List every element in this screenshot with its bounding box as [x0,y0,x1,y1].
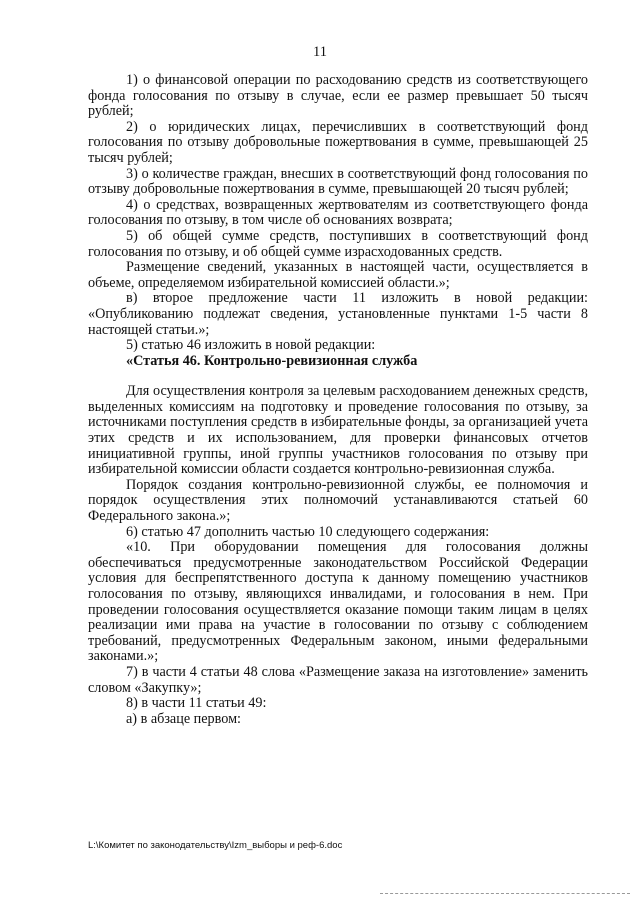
article-46-heading: «Статья 46. Контрольно-ревизионная служба [126,352,418,369]
paragraph-subitem-a: а) в абзаце первом: [126,710,241,727]
paragraph-amendment-7: 7) в части 4 статьи 48 слова «Размещение заказа на изготовление» заменить словом «Закупку»; [88,663,588,696]
paragraph-placement-note: Размещение сведений, указанных в настоящей части, осуществляется в объеме, определяемом избирательной комиссией области.»; [88,259,588,291]
document-body [88,73,588,727]
bottom-divider [380,893,630,894]
paragraph-item-1: 1) о финансовой операции по расходованию средств из соответствующего фонда голосования по отзыву в случае, если ее размер превышает 50 тысяч рублей; [88,72,588,120]
paragraph-item-3: 3) о количестве граждан, внесших в соответствующий фонд голосования по отзыву добровольные пожертвования в сумме, превышающей 20 тысяч рублей; [88,165,588,198]
paragraph-amendment-6: 6) статью 47 дополнить частью 10 следующего содержания: [126,523,490,540]
paragraph-part-10-text: «10. При оборудовании помещения для голосования должны обеспечиваться предусмотренные законодательством Российской Федерации условия для беспрепятственного доступа к данному помещению участников голосования по отзыву, являющихся инвалидами, и голосования в нем. При проведении голосования осуществляется оказание помощи таким лицам в целях реализации ими права на участие в голосовании по отзыву с соблюдением требований, предусмотренных Федеральным законом, иными федеральными законами.»; [88,539,588,665]
paragraph-article-46-body: Для осуществления контроля за целевым расходованием денежных средств, выделенных комиссиям на подготовку и проведение голосования по отзыву, за источниками поступления средств в избирательные фонды, за организацией учета этих средств и их использованием, для проверки финансовых отчетов инициативной группы, иной группы участников голосования по отзыву при избирательной комиссии области создается контрольно-ревизионная служба. [88,383,588,478]
paragraph-amendment-v: в) второе предложение части 11 изложить в новой редакции: «Опубликованию подлежат сведения, установленные пунктами 1-5 части 8 настоящей статьи.»; [88,290,588,338]
paragraph-item-5: 5) об общей сумме средств, поступивших в соответствующий фонд голосования по отзыву, и об общей сумме израсходованных средств. [88,227,588,260]
paragraph-item-4: 4) о средствах, возвращенных жертвователям из соответствующего фонда голосования по отзыву, в том числе об основаниях возврата; [88,196,588,229]
page-number: 11 [313,44,327,60]
paragraph-amendment-8: 8) в части 11 статьи 49: [126,695,267,712]
paragraph-amendment-5: 5) статью 46 изложить в новой редакции: [126,337,376,354]
footer-file-path: L:\Комитет по законодательству\Izm_выборы и реф-6.doc [88,840,343,851]
paragraph-article-46-procedure: Порядок создания контрольно-ревизионной службы, ее полномочия и порядок осуществления этих полномочий устанавливаются статьей 60 Федерального закона.»; [88,476,588,525]
paragraph-item-2: 2) о юридических лицах, перечисливших в соответствующий фонд голосования по отзыву добровольные пожертвования в сумме, превышающей 25 тысяч рублей; [88,118,588,166]
